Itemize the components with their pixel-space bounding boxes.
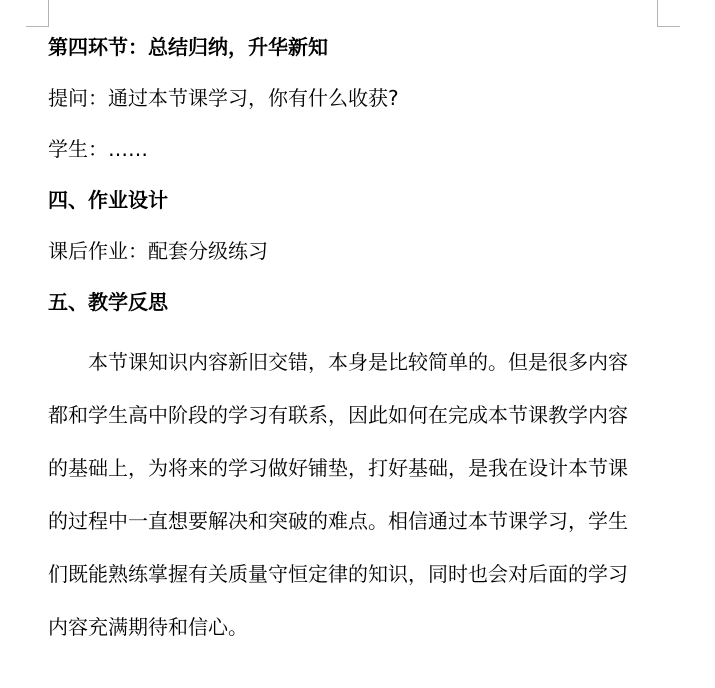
- homework-text: 课后作业：配套分级练习: [48, 239, 268, 263]
- section-heading-4: 第四环节：总结归纳，升华新知: [48, 35, 328, 59]
- reflection-line: 的基础上，为将来的学习做好铺垫，打好基础，是我在设计本节课: [48, 456, 628, 480]
- reflection-line: 本节课知识内容新旧交错，本身是比较简单的。但是很多内容: [88, 350, 628, 374]
- homework-heading: 四、作业设计: [48, 188, 168, 212]
- reflection-paragraph: [48, 345, 648, 663]
- reflection-line: 们既能熟练掌握有关质量守恒定律的知识，同时也会对后面的学习: [48, 562, 628, 586]
- document-body: [48, 30, 648, 319]
- question-text: 提问：通过本节课学习，你有什么收获?: [48, 86, 399, 110]
- student-text: 学生：……: [48, 137, 148, 161]
- reflection-line: 都和学生高中阶段的学习有联系，因此如何在完成本节课教学内容: [48, 403, 628, 427]
- page-corner-mark-right: [657, 0, 680, 27]
- page-corner-mark-left: [26, 0, 49, 27]
- reflection-line: 内容充满期待和信心。: [48, 615, 248, 639]
- reflection-line: 的过程中一直想要解决和突破的难点。相信通过本节课学习，学生: [48, 509, 628, 533]
- reflection-heading: 五、教学反思: [48, 290, 168, 314]
